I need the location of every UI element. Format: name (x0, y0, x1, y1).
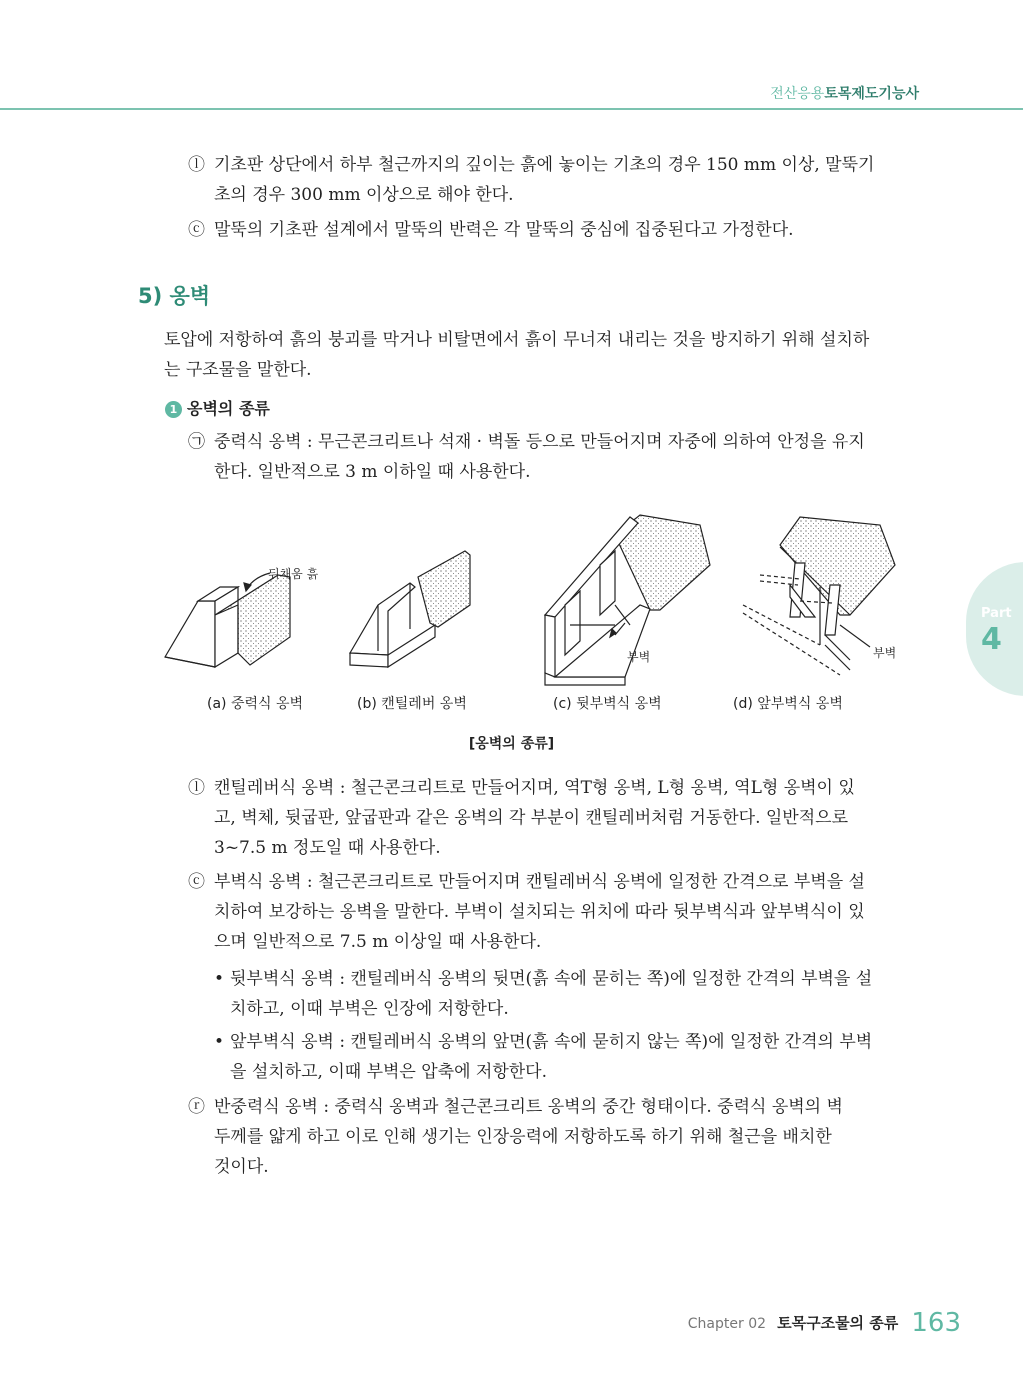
footer-chapter: Chapter 02 (687, 1316, 767, 1332)
desc-line: 토압에 저항하여 흙의 붕괴를 막거나 비탈면에서 흙이 무너져 내리는 것을 방지하기 위해 설치하 (164, 330, 870, 350)
intro-item-b (188, 150, 874, 210)
item-counterfort-wall (188, 867, 865, 957)
part-tab-number: 4 (981, 622, 1002, 657)
item-line: 뒷부벽식 옹벽 : 캔틸레버식 옹벽의 뒷면(흙 속에 묻히는 쪽)에 일정한 간격의 부벽을 설 (230, 969, 873, 989)
cantilever-wall-drawing (350, 551, 470, 667)
item-marker: ⓒ (188, 872, 205, 892)
bullet-marker: • (214, 1032, 225, 1052)
item-line: 한다. 일반적으로 3 m 이하일 때 사용한다. (214, 462, 531, 482)
page-number: 163 (911, 1308, 961, 1338)
backfill-label: 뒤채움 흙 (268, 567, 319, 581)
bullet-rear-counterfort (214, 964, 872, 1024)
page-footer (688, 1308, 961, 1338)
item-line: 부벽식 옹벽 : 철근콘크리트로 만들어지며 캔틸레버식 옹벽에 일정한 간격으로 부벽을 설 (214, 872, 865, 892)
item-cantilever-wall (188, 773, 855, 863)
item-line: 반중력식 옹벽 : 중력식 옹벽과 철근콘크리트 옹벽의 중간 형태이다. 중력식 옹벽의 벽 (214, 1097, 843, 1117)
item-line: 것이다. (214, 1157, 269, 1177)
item-line: 치하여 보강하는 옹벽을 말한다. 부벽이 설치되는 위치에 따라 뒷부벽식과 앞부벽식이 있 (214, 902, 865, 922)
header-light-text: 전산응용 (770, 86, 825, 102)
footer-title: 토목구조물의 종류 (777, 1314, 899, 1332)
item-line: 앞부벽식 옹벽 : 캔틸레버식 옹벽의 앞면(흙 속에 묻히지 않는 쪽)에 일정한 간격의 부벽 (230, 1032, 873, 1052)
caption-buttress: (d) 앞부벽식 옹벽 (733, 696, 843, 712)
item-line: 두께를 얇게 하고 이로 인해 생기는 인장응력에 저항하도록 하기 위해 철근을 배치한 (214, 1127, 832, 1147)
retaining-wall-figure (160, 505, 920, 690)
figure-title: [옹벽의 종류] (468, 736, 555, 752)
section-title: 5) 옹벽 (138, 284, 211, 308)
item-marker: ⓡ (188, 1097, 205, 1117)
header-rule (0, 108, 1023, 110)
header-bold-text: 토목제도기능사 (824, 86, 919, 102)
item-line: 초의 경우 300 mm 이상으로 해야 한다. (214, 185, 514, 205)
item-line: 말뚝의 기초판 설계에서 말뚝의 반력은 각 말뚝의 중심에 집중된다고 가정한다. (214, 220, 794, 240)
running-header (770, 83, 919, 103)
item-marker: ⓛ (188, 778, 205, 798)
item-line: 을 설치하고, 이때 부벽은 압축에 저항한다. (230, 1062, 548, 1082)
caption-cantilever: (b) 캔틸레버 옹벽 (357, 696, 467, 712)
bullet-marker: • (214, 969, 225, 989)
buttress-label-c: 부벽 (627, 650, 651, 664)
gravity-wall-drawing (165, 573, 290, 667)
intro-item-c (188, 215, 794, 245)
item-line: 캔틸레버식 옹벽 : 철근콘크리트로 만들어지며, 역T형 옹벽, L형 옹벽, 역L형 옹벽이 있 (214, 778, 855, 798)
subsection-number: 1 (165, 401, 182, 418)
item-line: 중력식 옹벽 : 무근콘크리트나 석재 · 벽돌 등으로 만들어지며 자중에 의하여 안정을 유지 (214, 432, 865, 452)
subsection-title (165, 396, 270, 419)
item-marker: ⓒ (188, 220, 205, 240)
subsection-label: 옹벽의 종류 (187, 399, 270, 418)
item-marker: ㉠ (188, 432, 205, 452)
item-marker: ⓛ (188, 155, 205, 175)
buttress-label-d: 부벽 (873, 646, 897, 660)
item-line: 고, 벽체, 뒷굽판, 앞굽판과 같은 옹벽의 각 부분이 캔틸레버처럼 거동한다. 일반적으로 (214, 808, 849, 828)
item-semi-gravity-wall (188, 1092, 843, 1182)
desc-line: 는 구조물을 말한다. (164, 360, 312, 380)
item-line: 치하고, 이때 부벽은 인장에 저항한다. (230, 999, 509, 1019)
item-line: 기초판 상단에서 하부 철근까지의 깊이는 흙에 놓이는 기초의 경우 150 mm 이상, 말뚝기 (214, 155, 875, 175)
item-gravity-wall (188, 427, 865, 487)
part-tab-word: Part (981, 606, 1012, 621)
section-description (164, 325, 869, 385)
item-line: 으며 일반적으로 7.5 m 이상일 때 사용한다. (214, 932, 542, 952)
item-line: 3~7.5 m 정도일 때 사용한다. (214, 838, 441, 858)
bullet-front-buttress (214, 1027, 872, 1087)
caption-gravity: (a) 중력식 옹벽 (207, 696, 304, 712)
caption-counterfort: (c) 뒷부벽식 옹벽 (553, 696, 662, 712)
